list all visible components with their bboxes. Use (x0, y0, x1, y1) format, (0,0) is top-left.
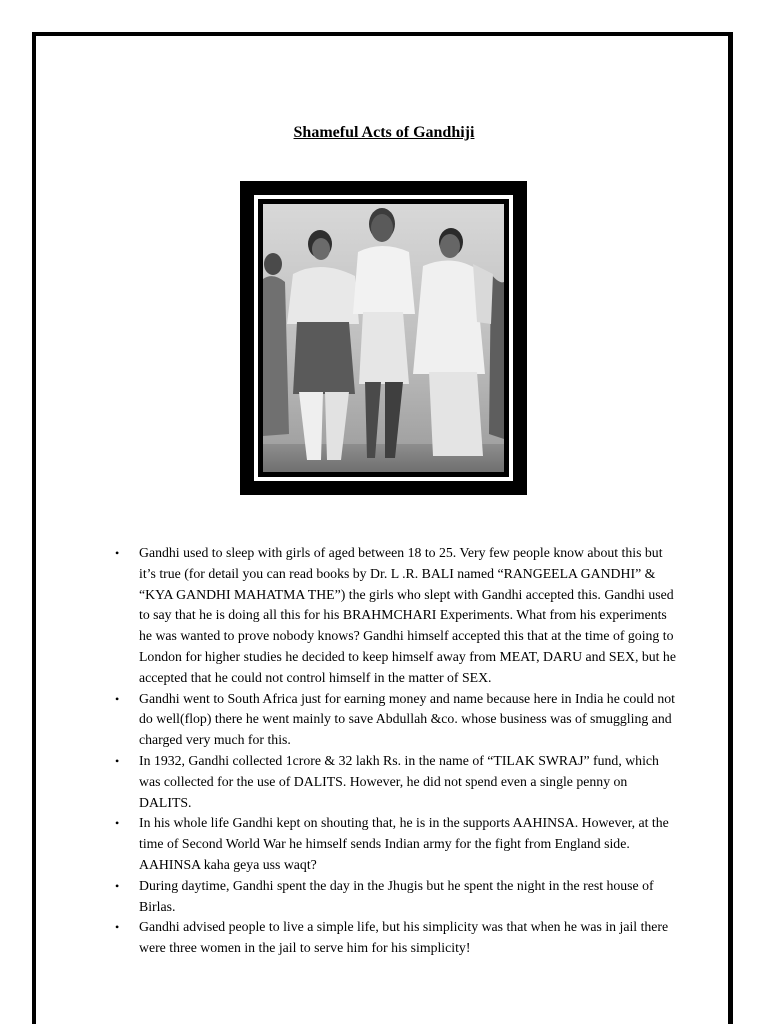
list-item (108, 876, 680, 918)
list-item (108, 917, 680, 959)
list-item (108, 543, 680, 689)
photo-inner-border (258, 199, 509, 477)
page-title: Shameful Acts of Gandhiji (293, 124, 475, 141)
list-item-text: Gandhi went to South Africa just for earning money and name because here in India he could not do well(flop) there he went mainly to save Abdullah &co. whose business was of smuggling and charged very much for this. (139, 690, 676, 748)
list-item (108, 813, 680, 875)
list-item-text: During daytime, Gandhi spent the day in the Jhugis but he spent the night in the rest house of Birlas. (139, 877, 654, 914)
portrait-photo-icon (263, 204, 504, 472)
bullet-icon: • (115, 878, 120, 893)
bullet-list (108, 543, 680, 959)
bullet-icon: • (115, 816, 120, 831)
photo-mat (254, 195, 513, 481)
bullet-icon: • (115, 920, 120, 935)
photo-frame (240, 181, 527, 495)
bullet-icon: • (115, 691, 120, 706)
list-item (108, 689, 680, 751)
bullet-icon: • (115, 546, 120, 560)
list-item-text: In 1932, Gandhi collected 1crore & 32 lakh Rs. in the name of “TILAK SWRAJ” fund, which was collected for the use of DALITS. However, he did not spend even a single penny on DALITS. (139, 752, 659, 810)
bullet-icon: • (115, 753, 120, 768)
list-item-text: In his whole life Gandhi kept on shouting that, he is in the supports AAHINSA. However, at the time of Second World War he himself sends Indian army for the fight from England side. AAHINSA kaha geya uss waqt? (139, 815, 669, 872)
list-item-text: Gandhi advised people to live a simple life, but his simplicity was that when he was in jail there were three women in the jail to serve him for his simplicity! (139, 919, 669, 956)
list-item-text: Gandhi used to sleep with girls of aged between 18 to 25. Very few people know about this but it’s true (for detail you can read books by Dr. L .R. BALI named “RANGEELA GANDHI” & “KYA GANDHI MAHATMA THE”) the girls who slept with Gandhi accepted this. Gandhi used to say that he is doing all this for his BRAHMCHARI Experiments. What from his experiments he was wanted to prove nobody knows? Gandhi himself accepted this that at the time of going to London for higher studies he decided to keep himself away from MEAT, DARU and SEX, but he accepted that he could not control himself in the matter of SEX. (139, 545, 676, 685)
list-item (108, 751, 680, 813)
